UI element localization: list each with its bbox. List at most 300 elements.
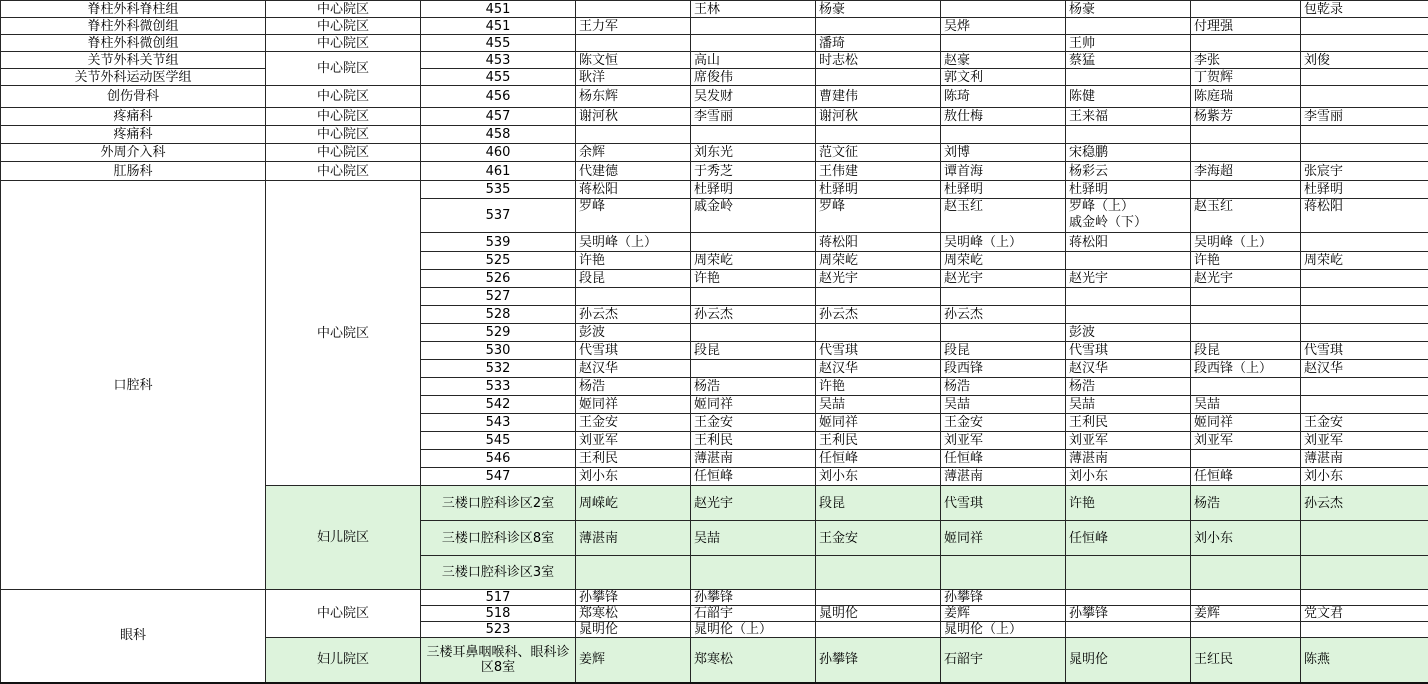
table-row [1,144,1428,162]
schedule-cell[interactable]: 王金安 [576,414,691,432]
room-cell[interactable]: 526 [421,270,576,288]
schedule-cell[interactable] [1066,18,1191,35]
schedule-cell[interactable]: 王利民 [691,432,816,450]
schedule-cell[interactable] [1301,18,1428,35]
room-cell[interactable]: 523 [421,622,576,638]
schedule-cell[interactable]: 王林 [691,1,816,18]
table-row [1,86,1428,108]
schedule-cell[interactable] [576,126,691,144]
schedule-cell[interactable]: 孙云杰 [816,306,941,324]
table-row [1,35,1428,52]
schedule-cell[interactable]: 孙云杰 [576,306,691,324]
campus-cell[interactable]: 中心院区 [266,590,421,638]
schedule-cell[interactable] [691,556,816,590]
room-cell[interactable]: 528 [421,306,576,324]
room-cell[interactable]: 460 [421,144,576,162]
schedule-cell[interactable]: 吴明峰（上） [941,233,1066,252]
schedule-cell[interactable] [1191,181,1301,199]
schedule-cell[interactable]: 彭波 [1066,324,1191,342]
schedule-cell[interactable]: 杨浩 [691,378,816,396]
schedule-cell[interactable]: 任恒峰 [1066,521,1191,556]
room-cell[interactable]: 456 [421,86,576,108]
schedule-cell[interactable]: 许艳 [816,378,941,396]
room-cell[interactable]: 三楼口腔科诊区3室 [421,556,576,590]
schedule-cell[interactable] [1066,252,1191,270]
schedule-cell[interactable] [1066,590,1191,606]
schedule-cell[interactable]: 段昆 [691,342,816,360]
schedule-cell[interactable]: 孙攀锋 [816,638,941,683]
campus-cell[interactable]: 中心院区 [266,35,421,52]
schedule-cell[interactable]: 任恒峰 [941,450,1066,468]
department-cell[interactable]: 关节外科关节组 [1,52,266,69]
room-cell[interactable]: 543 [421,414,576,432]
schedule-cell[interactable]: 杨豪 [816,1,941,18]
schedule-cell[interactable]: 任恒峰 [816,450,941,468]
schedule-cell[interactable] [1191,288,1301,306]
table-row [1,18,1428,35]
table-row [1,181,1428,199]
schedule-cell[interactable]: 谢河秋 [816,108,941,126]
schedule-cell[interactable]: 孙云杰 [1301,486,1428,521]
schedule-cell[interactable] [1191,324,1301,342]
table-row [1,108,1428,126]
schedule-cell[interactable] [1301,378,1428,396]
room-cell[interactable]: 532 [421,360,576,378]
schedule-cell[interactable]: 刘亚军 [941,432,1066,450]
table-row [1,162,1428,181]
schedule-cell[interactable]: 王利民 [576,450,691,468]
schedule-cell[interactable] [1301,270,1428,288]
schedule-cell[interactable]: 吴喆 [941,396,1066,414]
table-row [1,52,1428,69]
room-cell[interactable]: 546 [421,450,576,468]
campus-cell[interactable]: 中心院区 [266,126,421,144]
schedule-cell[interactable] [816,622,941,638]
schedule-cell[interactable]: 代建德 [576,162,691,181]
schedule-cell[interactable]: 赵光宇 [816,270,941,288]
schedule-cell[interactable] [1301,86,1428,108]
room-cell[interactable]: 537 [421,199,576,233]
schedule-cell[interactable]: 晁明伦（上） [941,622,1066,638]
schedule-cell[interactable] [941,324,1066,342]
schedule-cell[interactable] [1066,69,1191,86]
schedule-cell[interactable]: 杨彩云 [1066,162,1191,181]
room-cell[interactable]: 458 [421,126,576,144]
schedule-cell[interactable] [1191,126,1301,144]
schedule-cell[interactable]: 代雪琪 [1066,342,1191,360]
schedule-cell[interactable]: 杨豪 [1066,1,1191,18]
schedule-cell[interactable]: 王金安 [1301,414,1428,432]
room-cell[interactable]: 529 [421,324,576,342]
department-cell[interactable]: 脊柱外科微创组 [1,18,266,35]
schedule-cell[interactable] [1191,590,1301,606]
department-cell[interactable]: 眼科 [1,590,266,683]
schedule-cell[interactable]: 姜辉 [576,638,691,683]
schedule-cell[interactable]: 任恒峰 [691,468,816,486]
schedule-cell[interactable]: 吴烨 [941,18,1066,35]
room-cell[interactable]: 530 [421,342,576,360]
schedule-cell[interactable]: 范文征 [816,144,941,162]
schedule-cell[interactable] [1301,126,1428,144]
schedule-cell[interactable]: 晁明伦 [816,606,941,622]
schedule-cell[interactable]: 段昆 [816,486,941,521]
room-cell[interactable]: 535 [421,181,576,199]
schedule-cell[interactable]: 姬同祥 [941,521,1066,556]
schedule-cell[interactable]: 赵玉红 [941,199,1066,233]
schedule-cell[interactable]: 蒋松阳 [576,181,691,199]
schedule-cell[interactable]: 薄湛南 [691,450,816,468]
schedule-cell[interactable] [1301,324,1428,342]
room-cell[interactable]: 539 [421,233,576,252]
schedule-cell[interactable]: 赵光宇 [1066,270,1191,288]
room-cell[interactable]: 三楼口腔科诊区2室 [421,486,576,521]
schedule-cell[interactable]: 孙云杰 [941,306,1066,324]
schedule-cell[interactable]: 赵汉华 [816,360,941,378]
schedule-cell[interactable]: 许艳 [576,252,691,270]
schedule-cell[interactable] [1301,233,1428,252]
schedule-cell[interactable]: 杜驿明 [1066,181,1191,199]
campus-cell[interactable]: 中心院区 [266,52,421,86]
schedule-cell[interactable]: 吴明峰（上） [1191,233,1301,252]
schedule-cell[interactable] [691,324,816,342]
schedule-cell[interactable]: 于秀芝 [691,162,816,181]
schedule-cell[interactable] [816,590,941,606]
schedule-cell[interactable] [1191,35,1301,52]
schedule-cell[interactable] [816,556,941,590]
schedule-cell[interactable]: 段西锋 [941,360,1066,378]
schedule-cell[interactable] [1066,306,1191,324]
schedule-cell[interactable]: 薄湛南 [576,521,691,556]
schedule-cell[interactable]: 王伟建 [816,162,941,181]
schedule-cell[interactable] [691,360,816,378]
campus-cell[interactable]: 中心院区 [266,1,421,18]
schedule-cell[interactable] [1301,69,1428,86]
schedule-cell[interactable]: 郑寒松 [691,638,816,683]
schedule-cell[interactable] [576,1,691,18]
schedule-cell[interactable] [816,18,941,35]
schedule-cell[interactable]: 杨浩 [941,378,1066,396]
schedule-cell[interactable] [1301,144,1428,162]
room-cell[interactable]: 517 [421,590,576,606]
schedule-cell[interactable] [691,35,816,52]
schedule-cell[interactable]: 杨浩 [576,378,691,396]
room-cell[interactable]: 455 [421,35,576,52]
room-cell[interactable]: 525 [421,252,576,270]
room-cell[interactable]: 453 [421,52,576,69]
schedule-cell[interactable] [941,556,1066,590]
schedule-cell[interactable]: 薄湛南 [941,468,1066,486]
schedule-cell[interactable]: 杜驿明 [691,181,816,199]
schedule-cell[interactable]: 赵汉华 [1066,360,1191,378]
schedule-cell[interactable] [576,556,691,590]
schedule-cell[interactable]: 陈燕 [1301,638,1428,683]
schedule-cell[interactable]: 蒋松阳 [816,233,941,252]
schedule-cell[interactable]: 晁明伦 [576,622,691,638]
schedule-cell[interactable]: 李雪丽 [691,108,816,126]
schedule-cell[interactable]: 席俊伟 [691,69,816,86]
schedule-cell[interactable]: 杜驿明 [941,181,1066,199]
schedule-cell[interactable]: 罗峰 [576,199,691,233]
room-cell[interactable]: 451 [421,18,576,35]
schedule-cell[interactable]: 段昆 [1191,342,1301,360]
schedule-cell[interactable]: 杨紫芳 [1191,108,1301,126]
department-cell[interactable]: 肛肠科 [1,162,266,181]
schedule-cell[interactable]: 党文君 [1301,606,1428,622]
room-cell[interactable]: 455 [421,69,576,86]
schedule-cell[interactable]: 包乾录 [1301,1,1428,18]
room-cell[interactable]: 518 [421,606,576,622]
department-cell[interactable]: 关节外科运动医学组 [1,69,266,86]
schedule-cell[interactable] [576,288,691,306]
schedule-cell[interactable]: 彭波 [576,324,691,342]
schedule-cell[interactable]: 石韶宇 [941,638,1066,683]
room-cell[interactable]: 451 [421,1,576,18]
schedule-cell[interactable]: 姬同祥 [816,414,941,432]
schedule-cell[interactable]: 杨浩 [1191,486,1301,521]
table-row [1,590,1428,606]
schedule-cell[interactable]: 周嵘屹 [576,486,691,521]
schedule-cell[interactable] [691,288,816,306]
schedule-cell[interactable]: 姬同祥 [1191,414,1301,432]
schedule-cell[interactable]: 潘琦 [816,35,941,52]
campus-cell[interactable]: 中心院区 [266,181,421,486]
schedule-cell[interactable]: 孙云杰 [691,306,816,324]
schedule-cell[interactable] [1301,35,1428,52]
schedule-cell[interactable] [1191,556,1301,590]
schedule-cell[interactable]: 石韶宇 [691,606,816,622]
schedule-cell[interactable]: 周荣屹 [691,252,816,270]
schedule-cell[interactable]: 耿洋 [576,69,691,86]
schedule-cell[interactable] [691,126,816,144]
department-cell[interactable]: 外周介入科 [1,144,266,162]
schedule-cell[interactable]: 赵玉红 [1191,199,1301,233]
schedule-cell[interactable]: 杜驿明 [1301,181,1428,199]
campus-cell[interactable]: 中心院区 [266,144,421,162]
schedule-cell[interactable]: 孙攀锋 [941,590,1066,606]
schedule-cell[interactable] [1191,378,1301,396]
department-cell[interactable]: 创伤骨科 [1,86,266,108]
schedule-cell[interactable] [1191,1,1301,18]
schedule-cell[interactable] [1301,556,1428,590]
schedule-cell[interactable]: 赵豪 [941,52,1066,69]
schedule-cell[interactable]: 余辉 [576,144,691,162]
schedule-cell[interactable]: 戚金岭 [691,199,816,233]
schedule-cell[interactable]: 杨东辉 [576,86,691,108]
room-cell[interactable]: 三楼口腔科诊区8室 [421,521,576,556]
table-row [1,126,1428,144]
schedule-cell[interactable]: 李张 [1191,52,1301,69]
schedule-cell[interactable]: 王来福 [1066,108,1191,126]
schedule-cell[interactable]: 吴喆 [691,521,816,556]
schedule-cell[interactable]: 代雪琪 [576,342,691,360]
department-cell[interactable]: 脊柱外科微创组 [1,35,266,52]
schedule-cell[interactable]: 刘亚军 [1191,432,1301,450]
schedule-cell[interactable]: 曹建伟 [816,86,941,108]
schedule-cell[interactable]: 刘博 [941,144,1066,162]
schedule-cell[interactable]: 敖仕梅 [941,108,1066,126]
room-cell[interactable]: 545 [421,432,576,450]
schedule-cell[interactable]: 高山 [691,52,816,69]
department-cell[interactable]: 疼痛科 [1,108,266,126]
schedule-cell[interactable] [941,126,1066,144]
schedule-cell[interactable] [1191,306,1301,324]
schedule-cell[interactable]: 吴喆 [816,396,941,414]
schedule-cell[interactable]: 任恒峰 [1191,468,1301,486]
schedule-cell[interactable]: 代雪琪 [816,342,941,360]
schedule-cell[interactable]: 丁贺辉 [1191,69,1301,86]
schedule-cell[interactable]: 李海超 [1191,162,1301,181]
schedule-cell[interactable]: 许艳 [1191,252,1301,270]
schedule-cell[interactable] [1066,556,1191,590]
schedule-cell[interactable]: 谭首海 [941,162,1066,181]
schedule-cell[interactable]: 王利民 [1066,414,1191,432]
schedule-cell[interactable]: 宋稳鹏 [1066,144,1191,162]
schedule-cell[interactable]: 张宸宇 [1301,162,1428,181]
schedule-cell[interactable]: 段昆 [576,270,691,288]
schedule-cell[interactable]: 刘小东 [1191,521,1301,556]
schedule-cell[interactable]: 郑寒松 [576,606,691,622]
room-cell[interactable]: 461 [421,162,576,181]
schedule-cell[interactable]: 刘小东 [816,468,941,486]
schedule-cell[interactable]: 赵光宇 [691,486,816,521]
schedule-cell[interactable]: 刘小东 [1066,468,1191,486]
schedule-cell[interactable]: 孙攀锋 [691,590,816,606]
schedule-cell[interactable]: 吴喆 [1191,396,1301,414]
table-row [1,69,1428,86]
room-cell[interactable]: 457 [421,108,576,126]
schedule-cell[interactable] [941,288,1066,306]
schedule-cell[interactable]: 刘亚军 [576,432,691,450]
room-cell[interactable]: 三楼耳鼻咽喉科、眼科诊区8室 [421,638,576,683]
schedule-cell[interactable]: 周荣屹 [941,252,1066,270]
schedule-cell[interactable] [691,18,816,35]
schedule-cell[interactable]: 代雪琪 [1301,342,1428,360]
schedule-cell[interactable]: 刘亚军 [1301,432,1428,450]
schedule-cell[interactable]: 时志松 [816,52,941,69]
schedule-cell[interactable]: 段昆 [941,342,1066,360]
schedule-cell[interactable] [816,324,941,342]
schedule-cell[interactable]: 王帅 [1066,35,1191,52]
schedule-cell[interactable] [1066,288,1191,306]
schedule-cell[interactable]: 赵汉华 [1301,360,1428,378]
schedule-cell[interactable] [1301,521,1428,556]
schedule-cell[interactable] [816,126,941,144]
campus-cell[interactable]: 妇儿院区 [266,638,421,683]
schedule-cell[interactable]: 孙攀锋 [1066,606,1191,622]
schedule-cell[interactable]: 王金安 [691,414,816,432]
schedule-cell[interactable]: 许艳 [1066,486,1191,521]
schedule-cell[interactable]: 吴明峰（上） [576,233,691,252]
campus-cell[interactable]: 中心院区 [266,18,421,35]
schedule-cell[interactable]: 吴发财 [691,86,816,108]
schedule-cell[interactable]: 刘亚军 [1066,432,1191,450]
department-cell[interactable]: 脊柱外科脊柱组 [1,1,266,18]
schedule-cell[interactable] [816,69,941,86]
schedule-cell[interactable]: 孙攀锋 [576,590,691,606]
campus-cell[interactable]: 中心院区 [266,86,421,108]
room-cell[interactable]: 533 [421,378,576,396]
schedule-cell[interactable]: 刘小东 [1301,468,1428,486]
schedule-cell[interactable]: 王红民 [1191,638,1301,683]
campus-cell[interactable]: 中心院区 [266,108,421,126]
schedule-cell[interactable]: 刘俊 [1301,52,1428,69]
schedule-cell[interactable] [1301,590,1428,606]
schedule-cell[interactable] [1066,126,1191,144]
schedule-cell[interactable] [1301,288,1428,306]
schedule-cell[interactable]: 郭文利 [941,69,1066,86]
schedule-cell[interactable]: 杨浩 [1066,378,1191,396]
schedule-cell[interactable]: 姜辉 [941,606,1066,622]
schedule-cell[interactable]: 王力军 [576,18,691,35]
campus-cell[interactable]: 中心院区 [266,162,421,181]
schedule-cell[interactable]: 陈庭瑞 [1191,86,1301,108]
schedule-cell[interactable] [1066,622,1191,638]
schedule-cell[interactable] [1191,622,1301,638]
schedule-cell[interactable]: 陈文恒 [576,52,691,69]
schedule-cell[interactable] [1191,144,1301,162]
campus-cell[interactable]: 妇儿院区 [266,486,421,590]
schedule-cell[interactable] [941,1,1066,18]
schedule-cell[interactable] [1301,622,1428,638]
schedule-cell[interactable] [691,233,816,252]
schedule-cell[interactable]: 李雪丽 [1301,108,1428,126]
schedule-cell[interactable]: 陈琦 [941,86,1066,108]
schedule-cell[interactable]: 段西锋（上） [1191,360,1301,378]
schedule-cell[interactable] [1066,199,1191,233]
schedule-cell[interactable]: 姬同祥 [576,396,691,414]
schedule-cell[interactable]: 陈健 [1066,86,1191,108]
schedule-cell[interactable]: 王利民 [816,432,941,450]
schedule-cell[interactable]: 谢河秋 [576,108,691,126]
schedule-cell[interactable]: 薄湛南 [1066,450,1191,468]
schedule-cell[interactable]: 赵汉华 [576,360,691,378]
schedule-cell[interactable]: 周荣屹 [1301,252,1428,270]
schedule-cell[interactable]: 付理强 [1191,18,1301,35]
schedule-cell[interactable]: 赵光宇 [941,270,1066,288]
schedule-cell[interactable]: 罗峰 [816,199,941,233]
schedule-cell[interactable]: 蔡猛 [1066,52,1191,69]
schedule-cell[interactable] [941,35,1066,52]
schedule-cell[interactable]: 晁明伦 [1066,638,1191,683]
schedule-cell[interactable]: 吴喆 [1066,396,1191,414]
schedule-cell[interactable] [576,35,691,52]
department-cell[interactable]: 疼痛科 [1,126,266,144]
schedule-cell[interactable]: 代雪琪 [941,486,1066,521]
schedule-cell[interactable] [816,288,941,306]
room-cell[interactable]: 542 [421,396,576,414]
room-cell[interactable]: 527 [421,288,576,306]
schedule-cell[interactable]: 周荣屹 [816,252,941,270]
schedule-cell[interactable]: 杜驿明 [816,181,941,199]
schedule-cell[interactable] [1301,396,1428,414]
department-cell[interactable]: 口腔科 [1,181,266,590]
schedule-cell[interactable]: 蒋松阳 [1301,199,1428,233]
schedule-cell[interactable]: 蒋松阳 [1066,233,1191,252]
room-cell[interactable]: 547 [421,468,576,486]
schedule-cell[interactable]: 薄湛南 [1301,450,1428,468]
schedule-cell[interactable]: 王金安 [816,521,941,556]
schedule-cell[interactable]: 刘东光 [691,144,816,162]
schedule-cell[interactable]: 刘小东 [576,468,691,486]
schedule-cell[interactable]: 姜辉 [1191,606,1301,622]
schedule-cell[interactable]: 姬同祥 [691,396,816,414]
schedule-cell[interactable] [1191,450,1301,468]
schedule-cell[interactable]: 赵光宇 [1191,270,1301,288]
schedule-cell[interactable] [1301,306,1428,324]
schedule-cell[interactable]: 许艳 [691,270,816,288]
schedule-cell[interactable]: 晁明伦（上） [691,622,816,638]
schedule-cell[interactable]: 王金安 [941,414,1066,432]
